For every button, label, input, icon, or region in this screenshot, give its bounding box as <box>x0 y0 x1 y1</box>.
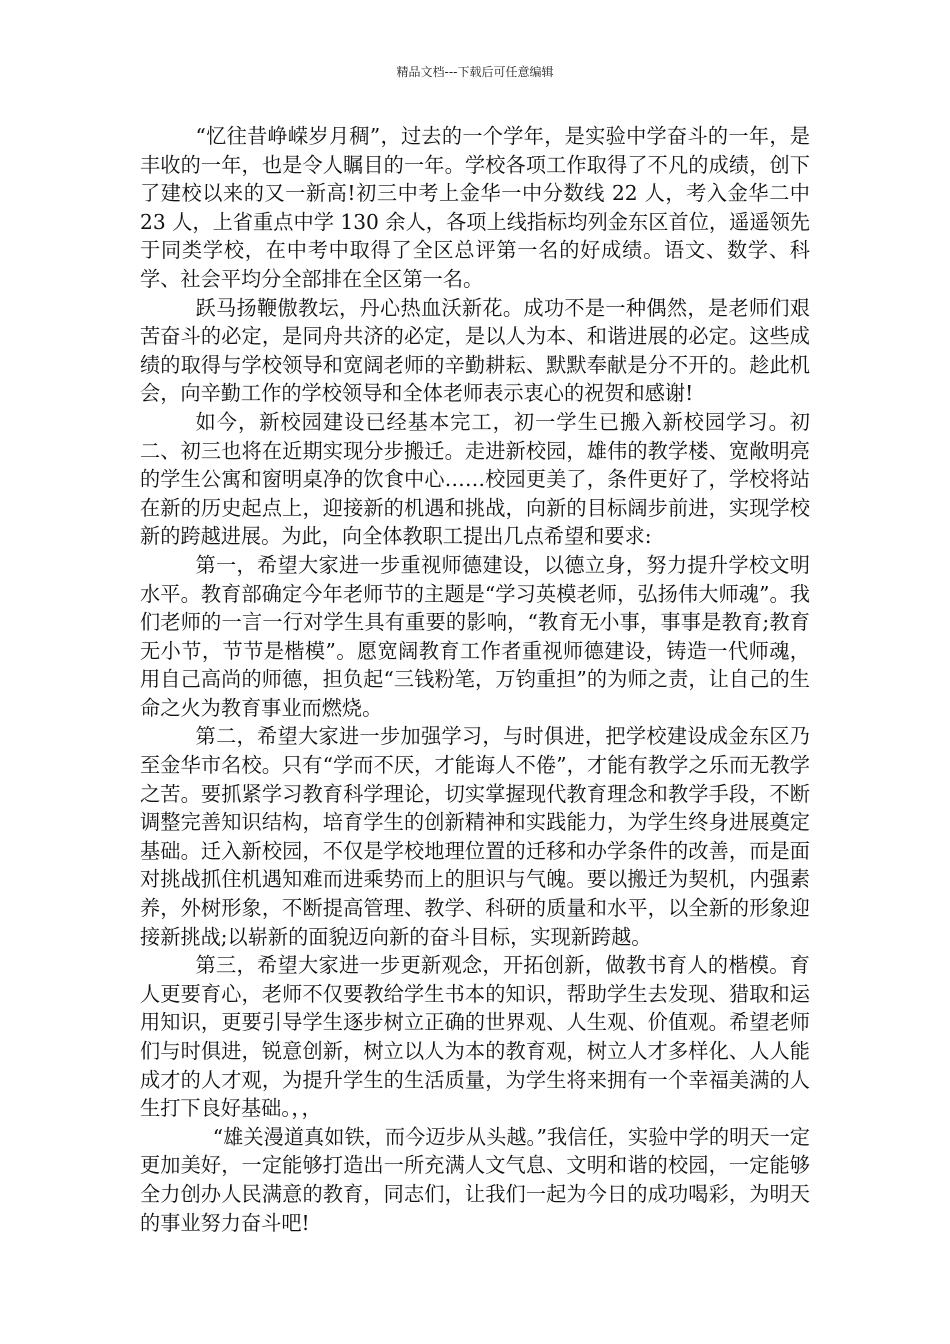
paragraph-hope-third: 第三，希望大家进一步更新观念，开拓创新，做教书育人的楷模。育人更要育心，老师不仅要教给学生书本的知识，帮助学生去发现、猎取和运用知识，更要引导学生逐步树立正确的世界观、人生观、价值观。希望老师们与时俱进，锐意创新，树立以人为本的教育观，树立人才多样化、人人能成才的人才观，为提升学生的生活质量，为学生将来拥有一个幸福美满的人生打下良好基础。，， <box>140 953 810 1121</box>
paragraph-opening: “忆往昔峥嵘岁月稠”，过去的一个学年，是实验中学奋斗的一年，是丰收的一年，也是令人瞩目的一年。学校各项工作取得了不凡的成绩，创下了建校以来的又一新高!初三中考上金华一中分数线 22 人，考入金华二中 23 人，上省重点中学 130 余人，各项上线指标均列金东区首位，遥遥领先于同类学校，在中考中取得了全区总评第一名的好成绩。语文、数学、科学、社会平均分全部排在全区第一名。 <box>140 124 810 291</box>
document-body <box>140 122 810 1237</box>
page-header: 精品文档---下载后可任意编辑 <box>396 65 554 79</box>
paragraph-hope-first: 第一，希望大家进一步重视师德建设，以德立身，努力提升学校文明水平。教育部确定今年老师节的主题是“学习英模老师，弘扬伟大师魂”。我们老师的一言一行对学生具有重要的影响，“教育无小事，事事是教育;教育无小节，节节是楷模”。愿宽阔教育工作者重视师德建设，铸造一代师魂，用自己高尚的师德，担负起“三钱粉笔，万钧重担”的为师之责，让自己的生命之火为教育事业而燃烧。 <box>140 552 810 720</box>
paragraph-new-campus: 如今，新校园建设已经基本完工，初一学生已搬入新校园学习。初二、初三也将在近期实现分步搬迁。走进新校园，雄伟的教学楼、宽敞明亮的学生公寓和窗明桌净的饮食中心……校园更美了，条件更好了，学校将站在新的历史起点上，迎接新的机遇和挑战，向新的目标阔步前进，实现学校新的跨越进展。为此，向全体教职工提出几点希望和要求: <box>140 409 810 549</box>
paragraph-thanks: 跃马扬鞭傲教坛，丹心热血沃新花。成功不是一种偶然，是老师们艰苦奋斗的必定，是同舟共济的必定，是以人为本、和谐进展的必定。这些成绩的取得与学校领导和宽阔老师的辛勤耕耘、默默奉献是分不开的。趁此机会，向辛勤工作的学校领导和全体老师表示衷心的祝贺和感谢! <box>140 295 810 406</box>
paragraph-closing: “雄关漫道真如铁，而今迈步从头越。”我信任，实验中学的明天一定更加美好，一定能够打造出一所充满人文气息、文明和谐的校园，一定能够全力创办人民满意的教育，同志们，让我们一起为今日的成功喝彩，为明天的事业努力奋斗吧! <box>140 1124 810 1235</box>
paragraph-hope-second: 第二，希望大家进一步加强学习，与时俱进，把学校建设成金东区乃至金华市名校。只有“学而不厌，才能诲人不倦”，才能有教学之乐而无教学之苦。要抓紧学习教育科学理论，切实掌握现代教育理念和教学手段，不断调整完善知识结构，培育学生的创新精神和实践能力，为学生终身进展奠定基础。迁入新校园，不仅是学校地理位置的迁移和办学条件的改善，而是面对挑战抓住机遇知难而进乘势而上的胆识与气魄。要以搬迁为契机，内强素养，外树形象，不断提高管理、教学、科研的质量和水平，以全新的形象迎接新挑战;以崭新的面貌迈向新的奋斗目标，实现新跨越。 <box>140 724 810 949</box>
